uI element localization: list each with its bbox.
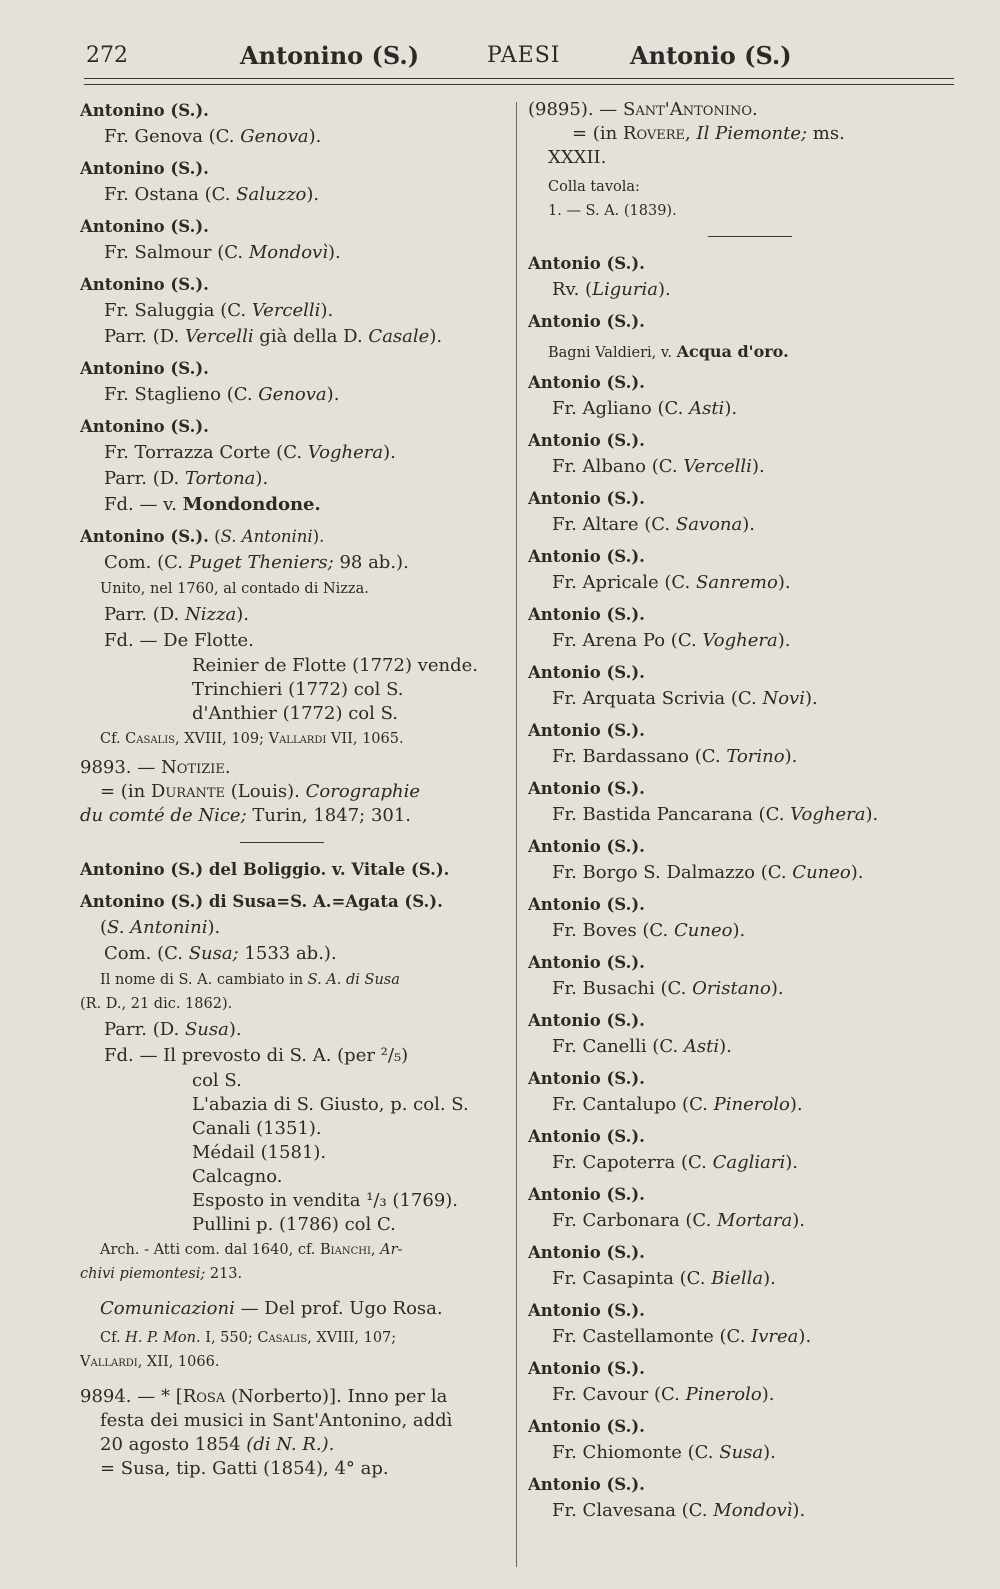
entry-note: (R. D., 21 dic. 1862).	[80, 996, 233, 1012]
entry-heading: Antonino (S.).	[80, 359, 209, 378]
entry-antonio	[528, 1298, 958, 1350]
entry-line: Fr. Busachi (C. Oristano).	[552, 978, 784, 999]
entry-antonio	[528, 370, 958, 422]
column-divider	[516, 102, 517, 1567]
left-column	[80, 98, 510, 1487]
entry-antonino-boliggio	[80, 857, 510, 883]
entry-line: Comunicazioni — Del prof. Ugo Rosa.	[100, 1298, 443, 1319]
running-header	[0, 36, 1000, 76]
entry-line: Fr. Cantalupo (C. Pinerolo).	[552, 1094, 803, 1115]
entry-line: Com. (C. Puget Theniers; 98 ab.).	[104, 552, 409, 573]
entry-line: Fr. Agliano (C. Asti).	[552, 398, 738, 419]
entry-note: Vallardi, XII, 1066.	[80, 1354, 220, 1370]
entry-note: Il nome di S. A. cambiato in S. A. di Susa	[100, 972, 400, 988]
entry-line: Fr. Altare (C. Savona).	[552, 514, 756, 535]
left-running-title: Antonino (S.)	[240, 41, 420, 70]
entry-line: Trinchieri (1772) col S.	[192, 679, 404, 700]
entry-heading: Antonio (S.).	[528, 1127, 645, 1146]
entry-heading: Antonio (S.).	[528, 663, 645, 682]
entry-line: Fr. Canelli (C. Asti).	[552, 1036, 732, 1057]
entry-antonino-genova	[80, 98, 510, 150]
entry-antonino-puget	[80, 524, 510, 750]
entry-antonio-bagni	[528, 309, 958, 364]
entry-heading: Antonio (S.).	[528, 1301, 645, 1320]
entry-line: Fd. — Il prevosto di S. A. (per ²/₅)	[104, 1045, 409, 1066]
entry-antonio	[528, 1124, 958, 1176]
entry-antonio	[528, 1356, 958, 1408]
entry-antonio	[528, 660, 958, 712]
entry-antonio	[528, 602, 958, 654]
right-column	[528, 98, 958, 1530]
entry-line: Parr. (D. Vercelli già della D. Casale).	[104, 326, 443, 347]
entry-antonio	[528, 1182, 958, 1234]
entry-line: Fr. Staglieno (C. Genova).	[104, 384, 340, 405]
entry-note: chivi piemontesi; 213.	[80, 1266, 243, 1282]
entry-line: Fr. Capoterra (C. Cagliari).	[552, 1152, 798, 1173]
entry-heading: Antonino (S.).	[80, 275, 209, 294]
entry-antonio	[528, 428, 958, 480]
entry-antonino-staglieno	[80, 356, 510, 408]
entry-antonino-salmour	[80, 214, 510, 266]
header-rule-bottom	[84, 84, 954, 85]
entry-heading: Antonio (S.).	[528, 837, 645, 856]
entry-line: Pullini p. (1786) col C.	[192, 1214, 396, 1235]
entry-antonio	[528, 1414, 958, 1466]
entry-line: Fr. Arquata Scrivia (C. Novi).	[552, 688, 818, 709]
entry-line: Fr. Albano (C. Vercelli).	[552, 456, 765, 477]
entry-line: Fr. Ostana (C. Saluzzo).	[104, 184, 320, 205]
entry-heading: Antonino (S.).	[80, 417, 209, 436]
entry-note: Bagni Valdieri, v. Acqua d'oro.	[548, 342, 789, 361]
entry-heading: Antonino (S.) del Boliggio. v. Vitale (S.).	[80, 860, 450, 879]
entry-line: Fr. Salmour (C. Mondovì).	[104, 242, 341, 263]
entry-line: Fr. Bardassano (C. Torino).	[552, 746, 798, 767]
entry-line: Parr. (D. Tortona).	[104, 468, 269, 489]
entry-line: Fd. — De Flotte.	[104, 630, 254, 651]
entry-heading: Antonio (S.).	[528, 254, 645, 273]
entry-heading: Antonio (S.).	[528, 1475, 645, 1494]
entry-antonio	[528, 1008, 958, 1060]
entry-heading: Antonio (S.).	[528, 605, 645, 624]
entry-heading: Antonio (S.).	[528, 489, 645, 508]
entry-antonino-saluggia	[80, 272, 510, 350]
entry-line: Fr. Castellamonte (C. Ivrea).	[552, 1326, 812, 1347]
entry-line: L'abazia di S. Giusto, p. col. S.	[192, 1094, 469, 1115]
entry-heading: Antonio (S.).	[528, 895, 645, 914]
entry-line: Fr. Cavour (C. Pinerolo).	[552, 1384, 775, 1405]
entry-heading: Antonio (S.).	[528, 1185, 645, 1204]
entry-heading: Antonio (S.).	[528, 1243, 645, 1262]
entry-note: Cf. H. P. Mon. I, 550; Casalis, XVIII, 107;	[100, 1330, 397, 1346]
entry-line: Médail (1581).	[192, 1142, 327, 1163]
entry-antonino-di-susa	[80, 889, 510, 1373]
entry-antonio	[528, 718, 958, 770]
entry-heading: Antonino (S.) di Susa=S. A.=Agata (S.).	[80, 892, 443, 911]
entry-line: Com. (C. Susa; 1533 ab.).	[104, 943, 337, 964]
entry-heading: Antonio (S.).	[528, 779, 645, 798]
entry-line: Fr. Casapinta (C. Biella).	[552, 1268, 776, 1289]
section-title: PAESI	[487, 43, 561, 68]
entry-antonio	[528, 892, 958, 944]
entry-heading: Antonio (S.).	[528, 312, 645, 331]
entry-heading: Antonio (S.).	[528, 721, 645, 740]
entry-heading: Antonio (S.).	[528, 953, 645, 972]
entry-heading: Antonio (S.).	[528, 1417, 645, 1436]
entry-heading: Antonio (S.).	[528, 373, 645, 392]
entry-line: Fr. Clavesana (C. Mondovì).	[552, 1500, 806, 1521]
entry-line: Fr. Boves (C. Cuneo).	[552, 920, 746, 941]
entry-antonio	[528, 486, 958, 538]
entry-line: Parr. (D. Nizza).	[104, 604, 249, 625]
entry-antonio	[528, 776, 958, 828]
entry-antonio	[528, 1066, 958, 1118]
entry-line: Calcagno.	[192, 1166, 283, 1187]
entry-antonio	[528, 544, 958, 596]
entry-line: Fd. — v. Mondondone.	[104, 494, 321, 515]
entry-line: Esposto in vendita ¹/₃ (1769).	[192, 1190, 459, 1211]
entry-line: Reinier de Flotte (1772) vende.	[192, 655, 478, 676]
right-running-title: Antonio (S.)	[630, 41, 792, 70]
header-rule-top	[84, 78, 954, 79]
entry-9893: 9893. — Notizie. = (in Durante (Louis). Corographie du comté de Nice; Turin, 1847; 301.	[80, 757, 421, 826]
entry-heading: Antonino (S.).	[80, 101, 209, 120]
entry-heading: Antonino (S.). (S. Antonini).	[80, 527, 325, 546]
entry-heading: Antonio (S.).	[528, 547, 645, 566]
entry-line: (S. Antonini).	[100, 917, 221, 938]
entry-line: Fr. Torrazza Corte (C. Voghera).	[104, 442, 396, 463]
section-rule	[708, 236, 792, 237]
entry-9895: (9895). — Sant'Antonino. = (in Rovere, Il Piemonte; ms. XXXII. Colla tavola: 1. — S. A. (1839).	[528, 99, 845, 219]
entry-line: Fr. Arena Po (C. Voghera).	[552, 630, 791, 651]
entry-line: col S.	[192, 1070, 242, 1091]
entry-antonio-liguria	[528, 251, 958, 303]
entry-note: Unito, nel 1760, al contado di Nizza.	[100, 581, 369, 597]
entry-heading: Antonio (S.).	[528, 431, 645, 450]
entry-line: Parr. (D. Susa).	[104, 1019, 242, 1040]
entry-antonio	[528, 834, 958, 886]
entry-heading: Antonino (S.).	[80, 217, 209, 236]
entry-line: d'Anthier (1772) col S.	[192, 703, 399, 724]
entry-line: Fr. Bastida Pancarana (C. Voghera).	[552, 804, 879, 825]
entry-line: Fr. Carbonara (C. Mortara).	[552, 1210, 805, 1231]
entry-9894: 9894. — * [Rosa (Norberto)]. Inno per la festa dei musici in Sant'Antonino, addì 20 agosto 1854 (di N. R.). = Susa, tip. Gatti (1854), 4° ap.	[80, 1386, 453, 1479]
entry-line: Fr. Genova (C. Genova).	[104, 126, 322, 147]
entry-antonio	[528, 950, 958, 1002]
entry-antonino-torrazza	[80, 414, 510, 518]
entry-antonio	[528, 1472, 958, 1524]
entry-antonino-ostana	[80, 156, 510, 208]
entry-antonio	[528, 1240, 958, 1292]
entry-line: Canali (1351).	[192, 1118, 322, 1139]
entry-heading: Antonio (S.).	[528, 1359, 645, 1378]
antonio-entry-list	[528, 370, 958, 1524]
entry-line: Fr. Apricale (C. Sanremo).	[552, 572, 791, 593]
entry-note: Cf. Casalis, XVIII, 109; Vallardi VII, 1065.	[100, 731, 404, 747]
entry-heading: Antonio (S.).	[528, 1069, 645, 1088]
section-rule	[240, 842, 324, 843]
entry-line: Fr. Saluggia (C. Vercelli).	[104, 300, 334, 321]
page-number: 272	[86, 43, 128, 68]
entry-line: Fr. Borgo S. Dalmazzo (C. Cuneo).	[552, 862, 864, 883]
entry-heading: Antonio (S.).	[528, 1011, 645, 1030]
entry-line: Rv. (Liguria).	[552, 279, 671, 300]
entry-line: Fr. Chiomonte (C. Susa).	[552, 1442, 776, 1463]
entry-heading: Antonino (S.).	[80, 159, 209, 178]
entry-note: Arch. - Atti com. dal 1640, cf. Bianchi, Ar-	[100, 1242, 403, 1258]
